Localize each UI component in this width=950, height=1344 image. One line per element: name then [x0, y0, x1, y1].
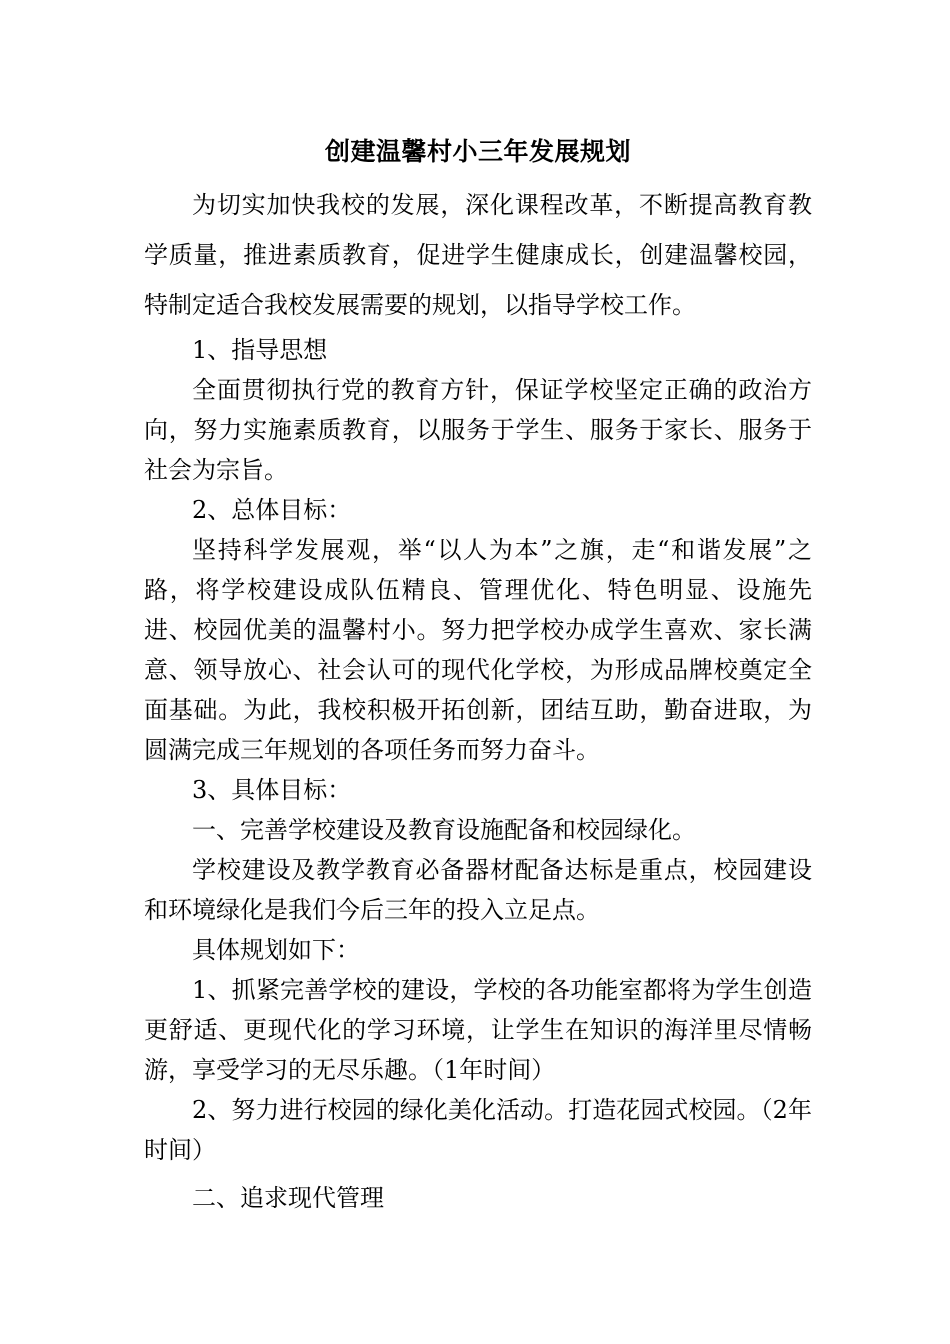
intro-paragraph: 为切实加快我校的发展，深化课程改革，不断提高教育教学质量，推进素质教育，促进学生健康成长，创建温馨校园，特制定适合我校发展需要的规划，以指导学校工作。 — [144, 191, 812, 319]
plan-intro: 具体规划如下： — [192, 936, 360, 964]
facilities-paragraph: 学校建设及教学教育必备器材配备达标是重点，校园建设和环境绿化是我们今后三年的投入立足点。 — [144, 856, 812, 924]
section-heading-guiding-thought: 1、指导思想 — [192, 336, 328, 364]
document-page — [144, 124, 812, 1218]
guiding-thought-paragraph: 全面贯彻执行党的教育方针，保证学校坚定正确的政治方向，努力实施素质教育，以服务于学生、服务于家长、服务于社会为宗旨。 — [144, 376, 812, 484]
document-title: 创建温馨村小三年发展规划 — [324, 137, 631, 166]
subsection-heading-management: 二、追求现代管理 — [192, 1184, 384, 1212]
overall-goal-paragraph: 坚持科学发展观，举“以人为本”之旗，走“和谐发展”之路，将学校建设成队伍精良、管理优化、特色明显、设施先进、校园优美的温馨村小。努力把学校办成学生喜欢、家长满意、领导放心、社会认可的现代化学校，为形成品牌校奠定全面基础。为此，我校积极开拓创新，团结互助，勤奋进取，为圆满完成三年规划的各项任务而努力奋斗。 — [144, 536, 812, 764]
plan-item-1: 1、抓紧完善学校的建设，学校的各功能室都将为学生创造更舒适、更现代化的学习环境，让学生在知识的海洋里尽情畅游，享受学习的无尽乐趣。（1年时间） — [144, 976, 812, 1084]
plan-item-2: 2、努力进行校园的绿化美化活动。打造花园式校园。（2年时间） — [144, 1096, 812, 1164]
section-heading-specific-goals: 3、具体目标： — [192, 776, 352, 804]
subsection-heading-facilities: 一、完善学校建设及教育设施配备和校园绿化。 — [192, 816, 696, 844]
section-heading-overall-goal: 2、总体目标： — [192, 496, 352, 524]
